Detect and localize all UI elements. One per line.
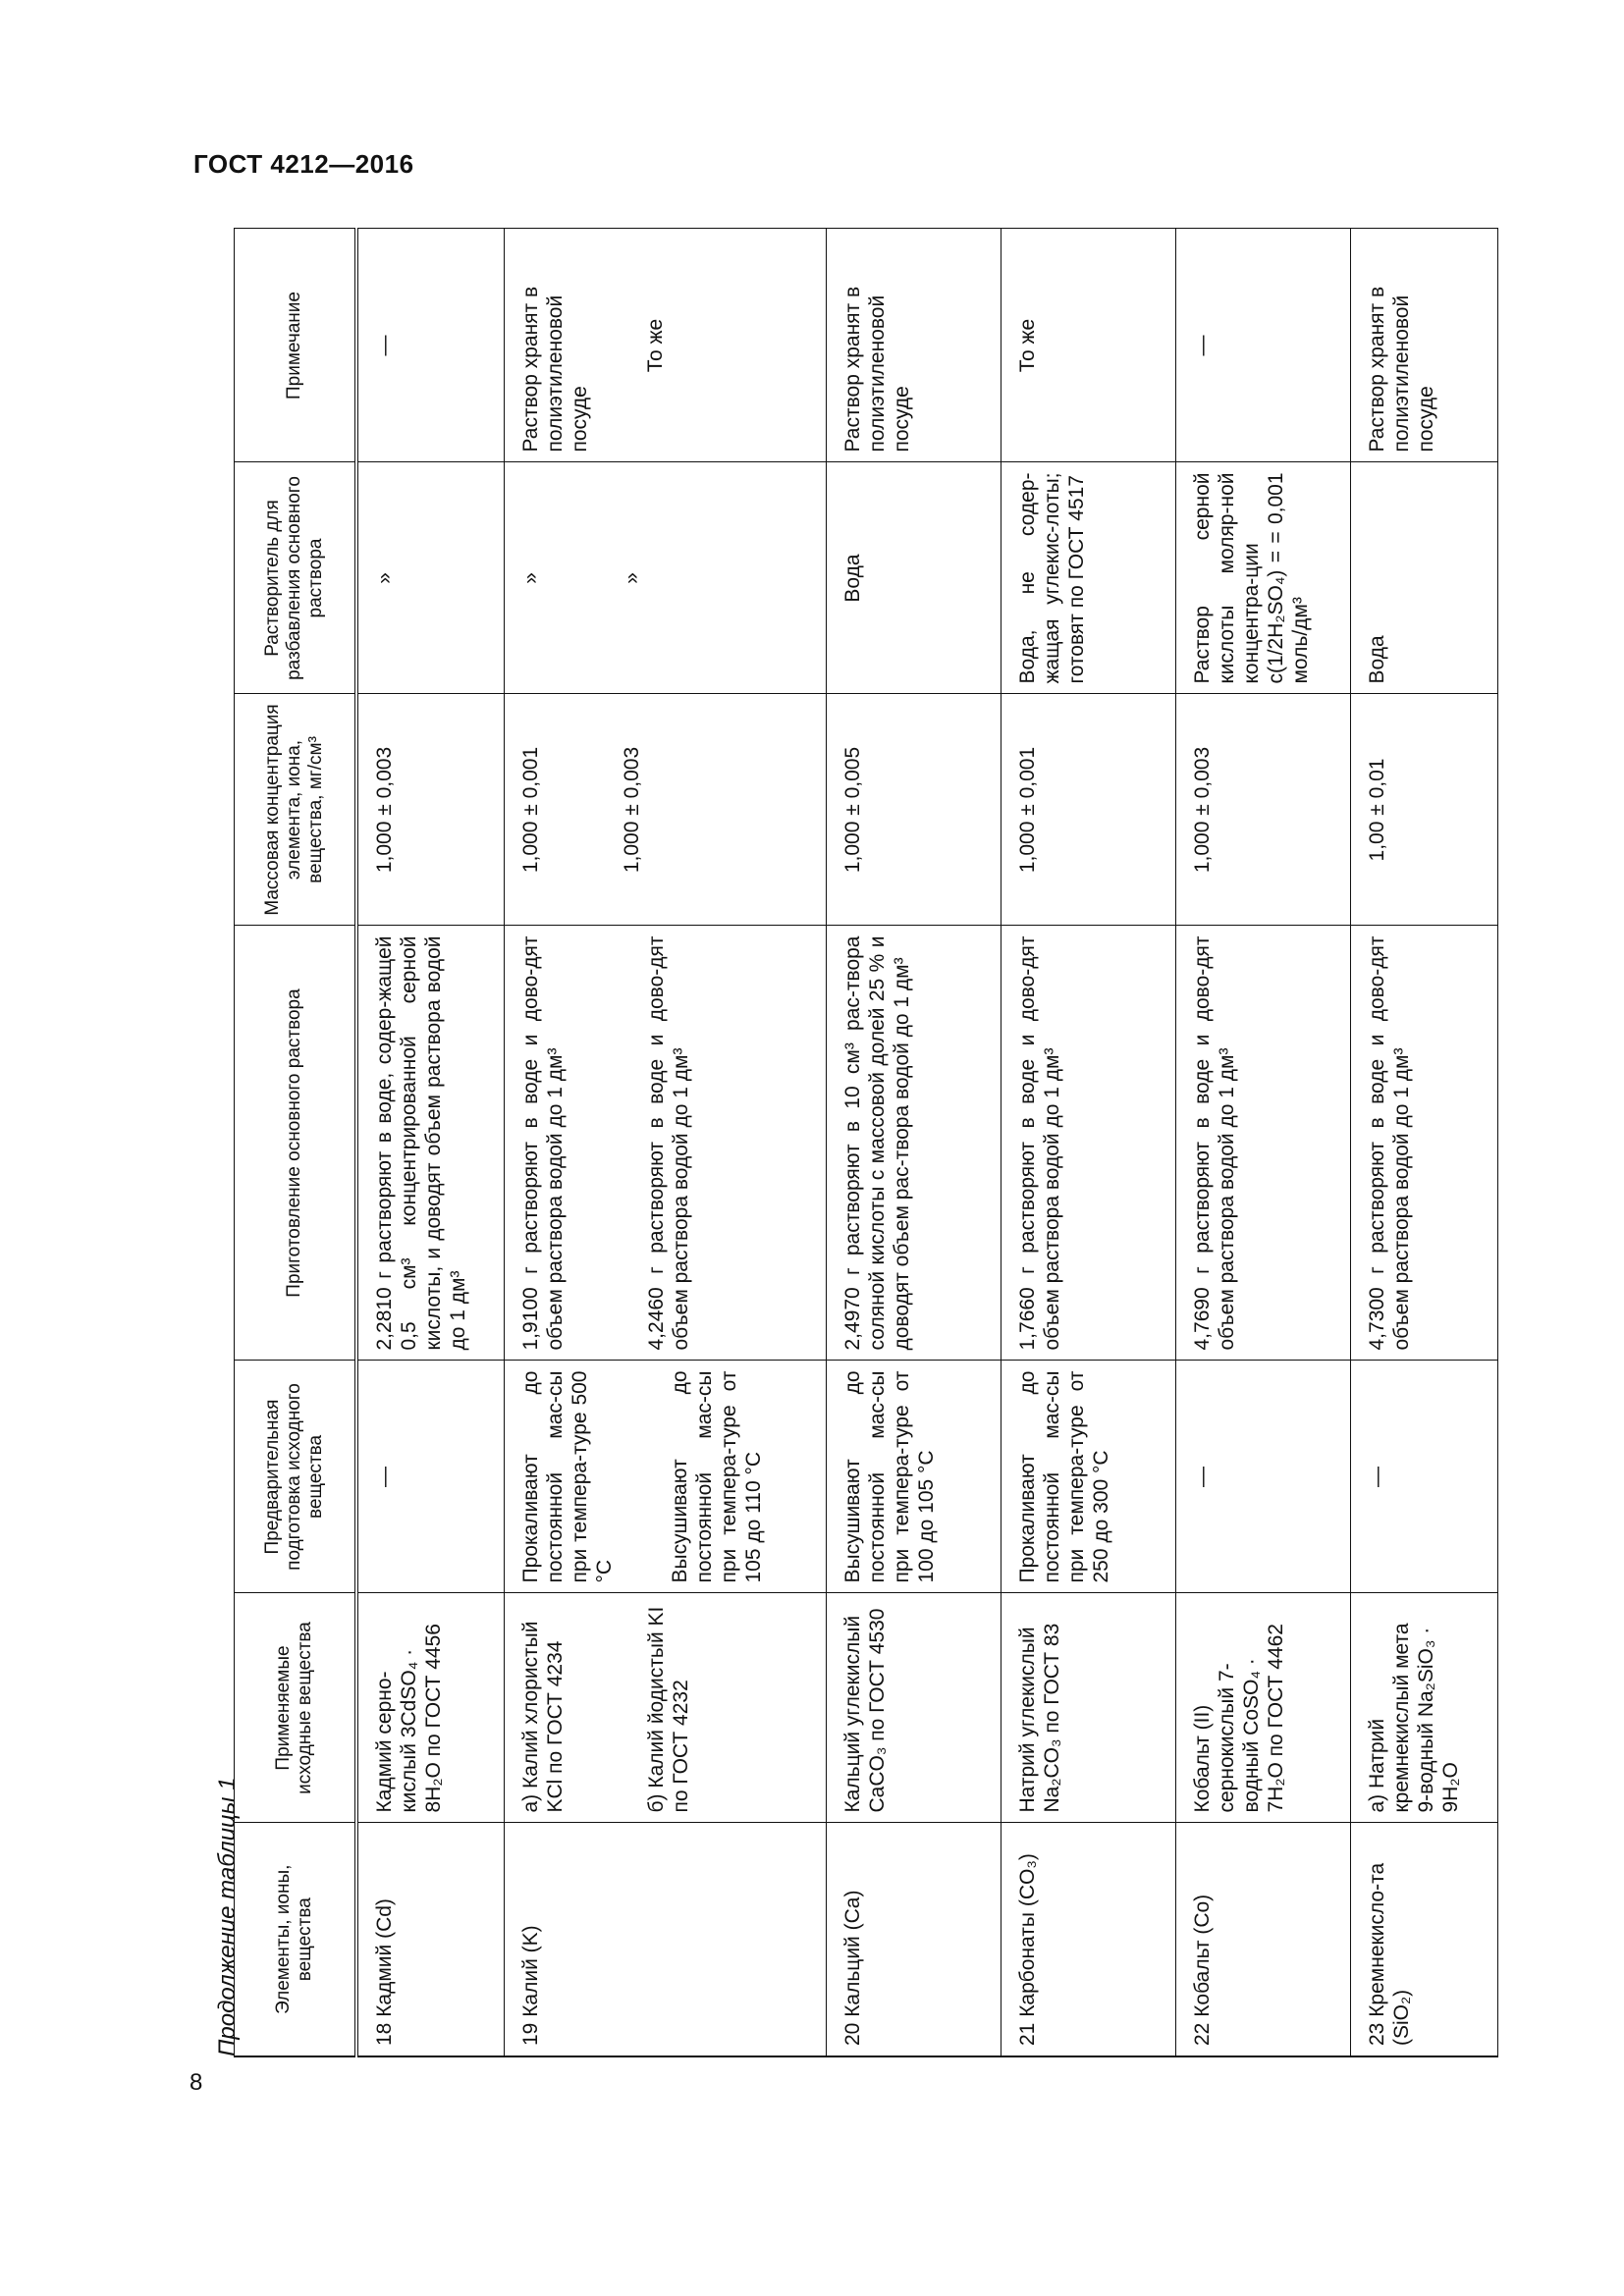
conc-a: 1,000 ± 0,001 bbox=[518, 746, 542, 874]
cell-solvent: Вода bbox=[826, 462, 1001, 694]
substance-a: а) Калий хлористый KCl по ГОСТ 4234 bbox=[518, 1621, 567, 1813]
cell-solvent: Раствор серной кислоты моляр-ной концентра-ции с(1/2H₂SO₄) = = 0,001 моль/дм³ bbox=[1175, 462, 1350, 694]
cell-element: 23 Кремнекисло-та (SiO₂) bbox=[1350, 1823, 1497, 2056]
cell-substance: Кальций углекислый CaCO₃ по ГОСТ 4530 bbox=[826, 1593, 1001, 1823]
cell-concentration: 1,000 ± 0,003 bbox=[356, 694, 504, 926]
cell-element: 18 Кадмий (Cd) bbox=[356, 1823, 504, 2056]
cell-note: Раствор хранят в полиэтиленовой посуде bbox=[826, 229, 1001, 462]
cell-solution: 4,7300 г растворяют в воде и дово-дят объем раствора водой до 1 дм³ bbox=[1350, 926, 1497, 1361]
note-b: То же bbox=[643, 318, 667, 373]
cell-substance: а) Натрий кремнекислый мета 9-водный Na₂SiO₃ · 9H₂O bbox=[1350, 1593, 1497, 1823]
header-substance: Применяемые исходные вещества bbox=[235, 1593, 357, 1823]
table-row bbox=[504, 229, 826, 2056]
cell-element: 21 Карбонаты (CO₃) bbox=[1001, 1823, 1175, 2056]
cell-note: — bbox=[1175, 229, 1350, 462]
cell-solvent bbox=[504, 462, 826, 694]
cell-element: 22 Кобальт (Co) bbox=[1175, 1823, 1350, 2056]
cell-substance: Кобальт (II) сернокислый 7-водный CoSO₄ · 7H₂O по ГОСТ 4462 bbox=[1175, 1593, 1350, 1823]
cell-prep: Прокаливают до постоянной мас-сы при темпера-туре от 250 до 300 °С bbox=[1001, 1361, 1175, 1593]
cell-prep bbox=[504, 1361, 826, 1593]
substance-b: б) Калий йодистый KI по ГОСТ 4232 bbox=[644, 1606, 692, 1813]
table-row bbox=[1175, 229, 1350, 2056]
cell-prep: — bbox=[356, 1361, 504, 1593]
cell-note: Раствор хранят в полиэтиленовой посуде bbox=[1350, 229, 1497, 462]
table-row bbox=[356, 229, 504, 2056]
standard-header: ГОСТ 4212—2016 bbox=[193, 149, 414, 179]
prep-b: Высушивают до постоянной мас-сы при темпера-туре от 105 до 110 °С bbox=[668, 1370, 765, 1583]
conc-b: 1,000 ± 0,003 bbox=[620, 746, 643, 874]
table-row bbox=[1001, 229, 1175, 2056]
cell-concentration: 1,000 ± 0,003 bbox=[1175, 694, 1350, 926]
solution-a: 1,9100 г растворяют в воде и дово-дят объем раствора водой до 1 дм³ bbox=[518, 935, 567, 1351]
header-element: Элементы, ионы, вещества bbox=[235, 1823, 357, 2056]
cell-solution: 2,2810 г растворяют в воде, содер-жащей 0,5 см³ концентрированной серной кислоты, и доводят объем раствора водой до 1 дм³ bbox=[356, 926, 504, 1361]
table-continuation-caption: Продолжение таблицы 1 bbox=[214, 1777, 241, 2056]
cell-element: 20 Кальций (Ca) bbox=[826, 1823, 1001, 2056]
cell-solution: 2,4970 г растворяют в 10 см³ рас-твора соляной кислоты с массовой долей 25 % и доводят объем рас-твора водой до 1 дм³ bbox=[826, 926, 1001, 1361]
table-row bbox=[826, 229, 1001, 2056]
table-header-row bbox=[235, 229, 357, 2056]
solvent-b: » bbox=[620, 572, 643, 584]
cell-solution bbox=[504, 926, 826, 1361]
cell-concentration: 1,000 ± 0,001 bbox=[1001, 694, 1175, 926]
cell-note: То же bbox=[1001, 229, 1175, 462]
cell-prep: Высушивают до постоянной мас-сы при темпера-туре от 100 до 105 °С bbox=[826, 1361, 1001, 1593]
cell-prep: — bbox=[1175, 1361, 1350, 1593]
header-note: Примечание bbox=[235, 229, 357, 462]
header-solution: Приготовление основного раствора bbox=[235, 926, 357, 1361]
reagents-table bbox=[234, 229, 1498, 2058]
note-a: Раствор хранят в полиэтиленовой посуде bbox=[518, 286, 591, 453]
cell-solvent: Вода bbox=[1350, 462, 1497, 694]
cell-substance: Натрий углекислый Na₂CO₃ по ГОСТ 83 bbox=[1001, 1593, 1175, 1823]
cell-note bbox=[504, 229, 826, 462]
cell-prep: — bbox=[1350, 1361, 1497, 1593]
header-prep: Предварительная подготовка исходного вещества bbox=[235, 1361, 357, 1593]
cell-concentration: 1,00 ± 0,01 bbox=[1350, 694, 1497, 926]
cell-solvent: » bbox=[356, 462, 504, 694]
cell-solution: 4,7690 г растворяют в воде и дово-дят объем раствора водой до 1 дм³ bbox=[1175, 926, 1350, 1361]
cell-substance: Кадмий серно-кислый 3CdSO₄ · 8H₂O по ГОСТ 4456 bbox=[356, 1593, 504, 1823]
cell-substance bbox=[504, 1593, 826, 1823]
table-row bbox=[1350, 229, 1497, 2056]
solvent-a: » bbox=[518, 572, 542, 584]
cell-solution: 1,7660 г растворяют в воде и дово-дят объем раствора водой до 1 дм³ bbox=[1001, 926, 1175, 1361]
rotated-table-container bbox=[234, 230, 1502, 2057]
prep-a: Прокаливают до постоянной мас-сы при темпера-туре 500 °С bbox=[518, 1370, 616, 1583]
cell-concentration: 1,000 ± 0,005 bbox=[826, 694, 1001, 926]
cell-solvent: Вода, не содер-жащая углекис-лоты; готовят по ГОСТ 4517 bbox=[1001, 462, 1175, 694]
header-solvent: Растворитель для разбавления основного раствора bbox=[235, 462, 357, 694]
page-number: 8 bbox=[189, 2069, 203, 2096]
cell-concentration bbox=[504, 694, 826, 926]
cell-note: — bbox=[356, 229, 504, 462]
header-concentration: Массовая концентрация элемента, иона, вещества, мг/см³ bbox=[235, 694, 357, 926]
cell-element: 19 Калий (K) bbox=[504, 1823, 826, 2056]
solution-b: 4,2460 г растворяют в воде и дово-дят объем раствора водой до 1 дм³ bbox=[644, 935, 692, 1351]
